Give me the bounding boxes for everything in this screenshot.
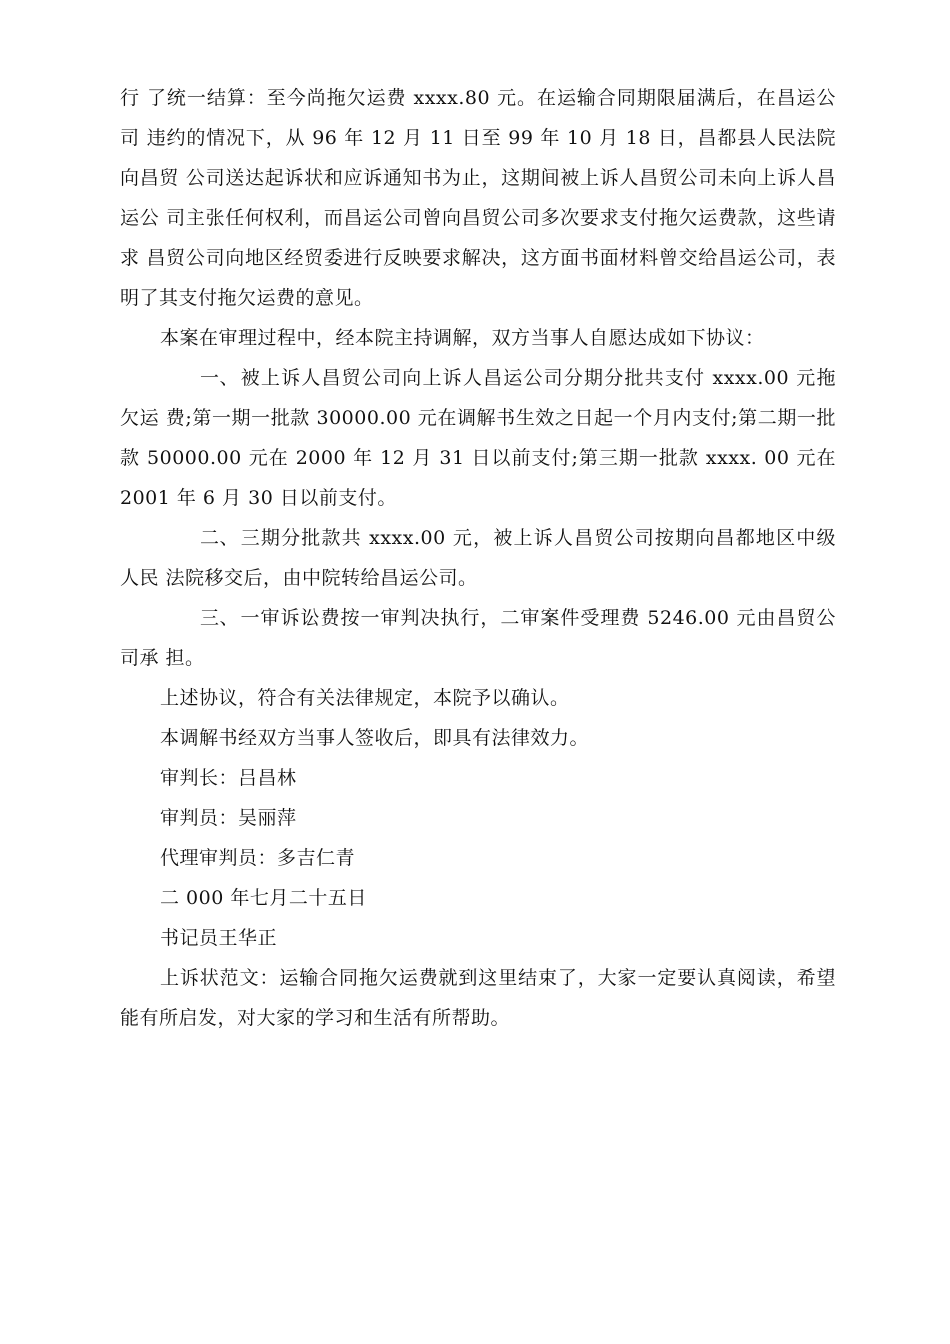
agreement-item-3 bbox=[120, 598, 836, 678]
clerk-line: 书记员王华正 bbox=[160, 927, 278, 949]
agreement-item-number: 一、 bbox=[200, 367, 240, 389]
paragraph-mediation-intro: 本案在审理过程中，经本院主持调解，双方当事人自愿达成如下协议： bbox=[160, 327, 765, 349]
agreement-item-number: 三、 bbox=[200, 607, 240, 629]
confirmation-line: 上述协议，符合有关法律规定，本院予以确认。 bbox=[160, 687, 570, 709]
judge-line: 审判员：吴丽萍 bbox=[160, 807, 297, 829]
agreement-item-1 bbox=[120, 358, 836, 518]
agreement-item-text: 三期分批款共 xxxx.00 元，被上诉人昌贸公司按期向昌都地区中级人民 法院移交后，由中院转给昌运公司。 bbox=[120, 527, 836, 589]
agreement-item-number: 二、 bbox=[200, 527, 240, 549]
agreement-item-text: 一审诉讼费按一审判决执行，二审案件受理费 5246.00 元由昌贸公司承 担。 bbox=[120, 607, 836, 669]
document-body bbox=[120, 78, 836, 1038]
agreement-item-text: 被上诉人昌贸公司向上诉人昌运公司分期分批共支付 xxxx.00 元拖欠运 费;第一期一批款 30000.00 元在调解书生效之日起一个月内支付;第二期一批款 50000.00 元在 2000 年 12 月 31 日以前支付;第三期一批款 xxxx. 00 元在 2001 年 6 月 30 日以前支付。 bbox=[120, 367, 836, 509]
paragraph-settlement-background: 行 了统一结算：至今尚拖欠运费 xxxx.80 元。在运输合同期限届满后，在昌运公司 违约的情况下，从 96 年 12 月 11 日至 99 年 10 月 18 日，昌都县人民法院向昌贸 公司送达起诉状和应诉通知书为止，这期间被上诉人昌贸公司未向上诉人昌运公 司主张任何权利，而昌运公司曾向昌贸公司多次要求支付拖欠运费款，这些请求 昌贸公司向地区经贸委进行反映要求解决，这方面书面材料曾交给昌运公司，表 明了其支付拖欠运费的意见。 bbox=[120, 87, 836, 309]
acting-judge-line: 代理审判员：多吉仁青 bbox=[160, 847, 356, 869]
closing-paragraph: 上诉状范文：运输合同拖欠运费就到这里结束了，大家一定要认真阅读，希望能有所启发，对大家的学习和生活有所帮助。 bbox=[120, 967, 836, 1029]
chief-judge-line: 审判长：吕昌林 bbox=[160, 767, 297, 789]
date-line: 二 000 年七月二十五日 bbox=[160, 887, 367, 909]
agreement-item-2 bbox=[120, 518, 836, 598]
legal-effect-line: 本调解书经双方当事人签收后，即具有法律效力。 bbox=[160, 727, 590, 749]
